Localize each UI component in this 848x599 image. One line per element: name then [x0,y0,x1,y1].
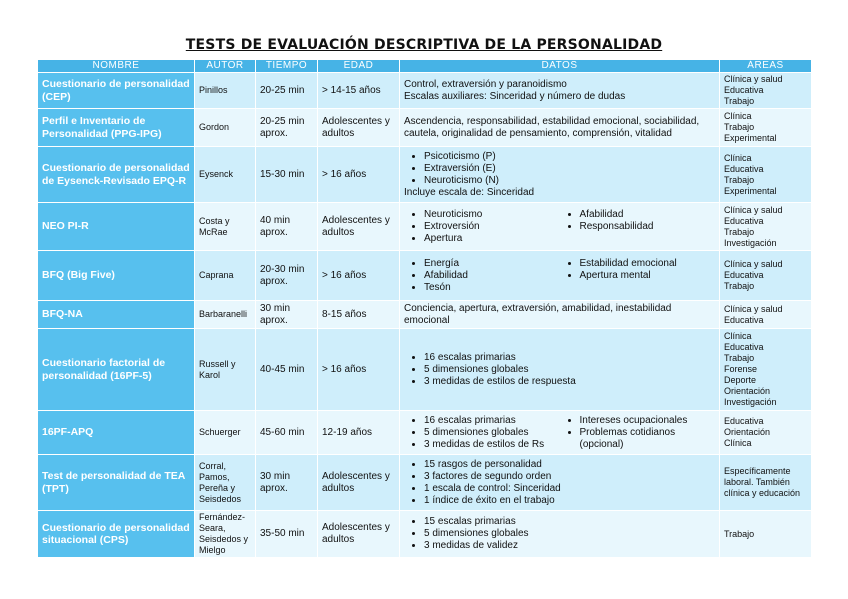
area-item: Trabajo [724,281,755,291]
data-bullet-list [560,415,716,451]
area-item: Educativa [724,85,764,95]
test-data [400,203,720,251]
test-time: 35-50 min [256,511,318,558]
personality-tests-table [37,59,812,558]
test-data [400,329,720,411]
header-datos: DATOS [400,60,720,73]
test-time: 20-25 min [256,73,318,109]
test-name: Cuestionario de personalidad de Eysenck-Revisado EPQ-R [38,147,195,203]
area-item: Clínica y salud [724,259,783,269]
test-data [400,147,720,203]
data-bullet-list [404,151,715,187]
area-item: Clínica y salud [724,204,783,215]
data-bullet: • Extraversión (E) [424,163,715,175]
area-item: Orientación [724,427,771,437]
data-bullet: • Estabilidad emocional [580,258,716,270]
table-row [38,203,812,251]
data-bullet: • Tesón [424,282,560,294]
area-item: Clínica [724,111,752,121]
area-item: Clínica [724,331,752,341]
data-bullet: • Apertura mental [580,270,716,282]
test-data [400,251,720,301]
table-row [38,109,812,147]
data-bullet-list [404,209,560,245]
area-item: Educativa [724,163,764,174]
data-bullet: • Intereses ocupacionales [580,415,716,427]
data-bullet: • 1 índice de éxito en el trabajo [424,495,715,507]
header-areas: ÁREAS [720,60,812,73]
test-age: 8-15 años [318,301,400,329]
data-bullet: • Neuroticismo [424,209,560,221]
test-age: > 16 años [318,329,400,411]
area-item: Orientación [724,386,771,396]
test-time: 45-60 min [256,411,318,455]
test-age: Adolescentes y adultos [318,109,400,147]
header-autor: AUTOR [195,60,256,73]
data-bullet: • 15 rasgos de personalidad [424,459,715,471]
area-item: Clínica [724,152,752,163]
test-name: 16PF-APQ [38,411,195,455]
test-author: Barbaranelli [195,301,256,329]
data-bullet: • 5 dimensiones globales [424,364,715,376]
data-bullet-list [404,459,715,507]
table-row [38,147,812,203]
area-item: Trabajo [724,528,755,539]
test-name: Test de personalidad de TEA (TPT) [38,455,195,511]
area-item: Investigación [724,237,777,248]
test-areas [720,73,812,109]
test-time: 30 min aprox. [256,301,318,329]
test-name: NEO PI-R [38,203,195,251]
test-areas [720,329,812,411]
area-item: Trabajo [724,96,755,106]
data-bullet: • 15 escalas primarias [424,516,715,528]
table-row [38,511,812,558]
area-item: Trabajo [724,174,755,185]
test-time: 15-30 min [256,147,318,203]
area-item: Investigación [724,397,777,407]
test-time: 20-25 min aprox. [256,109,318,147]
area-item: Trabajo [724,226,755,237]
test-age: > 16 años [318,147,400,203]
table-row [38,73,812,109]
data-bullet: • 3 medidas de estilos de Rs [424,439,560,451]
test-data [400,511,720,558]
area-item: Trabajo [724,122,755,132]
test-name: Cuestionario factorial de personalidad (16PF-5) [38,329,195,411]
data-bullet-list [404,258,560,294]
area-item: Educativa [724,215,764,226]
area-item: Experimental [724,133,777,143]
test-data [400,411,720,455]
test-areas [720,411,812,455]
test-age: 12-19 años [318,411,400,455]
header-edad: EDAD [318,60,400,73]
data-bullet: • Psicoticismo (P) [424,151,715,163]
test-data [400,455,720,511]
test-areas [720,511,812,558]
area-item: Educativa [724,416,764,426]
table-row [38,411,812,455]
area-item: Educativa [724,270,764,280]
test-time: 40 min aprox. [256,203,318,251]
area-item: Experimental [724,185,777,196]
header-nombre: NOMBRE [38,60,195,73]
test-time: 30 min aprox. [256,455,318,511]
test-author: Pinillos [195,73,256,109]
header-tiempo: TIEMPO [256,60,318,73]
data-bullet: • 1 escala de control: Sinceridad [424,483,715,495]
test-author: Eysenck [195,147,256,203]
data-bullet: • 5 dimensiones globales [424,528,715,540]
test-name: BFQ-NA [38,301,195,329]
test-age: > 14-15 años [318,73,400,109]
test-author: Caprana [195,251,256,301]
table-row [38,251,812,301]
test-name: Cuestionario de personalidad situacional (CPS) [38,511,195,558]
test-author: Schuerger [195,411,256,455]
test-time: 40-45 min [256,329,318,411]
test-name: Perfil e Inventario de Personalidad (PPG-IPG) [38,109,195,147]
test-areas [720,147,812,203]
test-areas [720,301,812,329]
data-bullet: • Responsabilidad [580,221,716,233]
data-bullet-list [404,516,715,552]
area-item: Educativa [724,342,764,352]
data-note: Incluye escala de: Sinceridad [404,186,535,198]
test-author: Corral, Pamos, Pereña y Seisdedos [195,455,256,511]
area-item: Clínica y salud [724,74,783,84]
header-row [38,60,812,73]
test-author: Gordon [195,109,256,147]
area-item: Clínica [724,438,752,448]
area-item: Deporte [724,375,757,385]
data-line: Escalas auxiliares: Sinceridad y número de dudas [404,90,626,102]
data-bullet-list [560,258,716,294]
data-bullet: • Afabilidad [580,209,716,221]
data-bullet: • 3 medidas de validez [424,540,715,552]
data-line: Control, extraversión y paranoidismo [404,78,567,90]
test-age: Adolescentes y adultos [318,511,400,558]
test-areas: Específicamente laboral. También clínica y educación [720,455,812,511]
area-item: Educativa [724,314,764,325]
data-bullet: • Neuroticismo (N) [424,175,715,187]
test-age: > 16 años [318,251,400,301]
test-data: Ascendencia, responsabilidad, estabilidad emocional, sociabilidad, cautela, originalidad de pensamiento, comprensión, vitalidad [400,109,720,147]
data-bullet: • Energía [424,258,560,270]
table-row [38,455,812,511]
page-title: TESTS DE EVALUACIÓN DESCRIPTIVA DE LA PERSONALIDAD [185,37,663,53]
test-author: Costa y McRae [195,203,256,251]
test-data: Conciencia, apertura, extraversión, amabilidad, inestabilidad emocional [400,301,720,329]
data-bullet: • Extroversión [424,221,560,233]
data-bullet: • Apertura [424,233,560,245]
test-areas [720,203,812,251]
data-bullet: • Problemas cotidianos (opcional) [580,427,716,451]
data-bullet-list [560,209,716,245]
test-author: Russell y Karol [195,329,256,411]
data-bullet: • 16 escalas primarias [424,415,560,427]
data-bullet-list [404,352,715,388]
data-bullet: • 3 factores de segundo orden [424,471,715,483]
data-bullet-list [404,415,560,451]
test-age: Adolescentes y adultos [318,203,400,251]
test-age: Adolescentes y adultos [318,455,400,511]
area-item: Clínica y salud [724,303,783,314]
area-item: Forense [724,364,758,374]
test-name: Cuestionario de personalidad (CEP) [38,73,195,109]
test-areas [720,251,812,301]
test-time: 20-30 min aprox. [256,251,318,301]
data-bullet: • 5 dimensiones globales [424,427,560,439]
data-bullet: • Afabilidad [424,270,560,282]
table-row [38,329,812,411]
data-bullet: • 3 medidas de estilos de respuesta [424,376,715,388]
data-bullet: • 16 escalas primarias [424,352,715,364]
test-name: BFQ (Big Five) [38,251,195,301]
table-row [38,301,812,329]
test-data [400,73,720,109]
test-areas [720,109,812,147]
test-author: Fernández-Seara, Seisdedos y Mielgo [195,511,256,558]
area-item: Trabajo [724,353,755,363]
